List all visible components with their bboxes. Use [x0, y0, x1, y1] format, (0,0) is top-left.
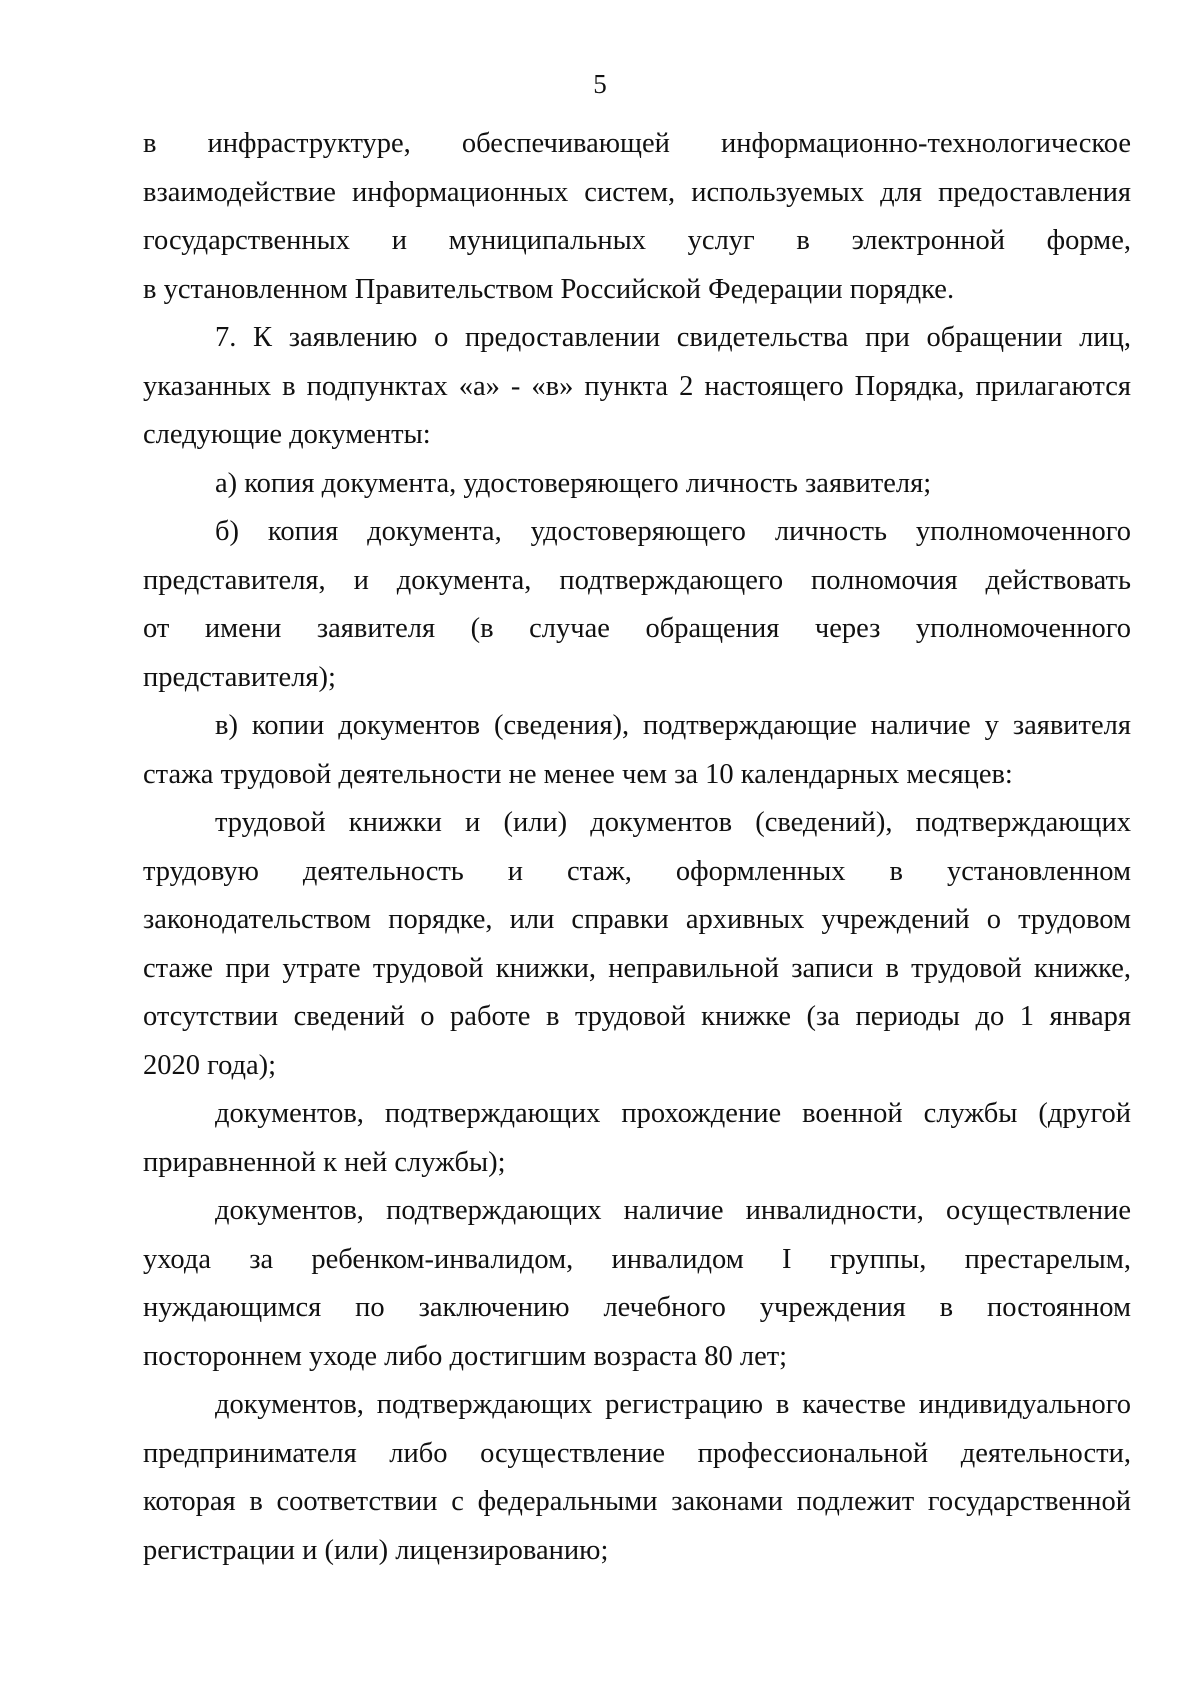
text-line: ухода за ребенком-инвалидом, инвалидом I группы, престарелым, — [143, 1243, 1131, 1275]
text-line: приравненной к ней службы); — [143, 1146, 506, 1178]
text-line: законодательством порядке, или справки архивных учреждений о трудовом — [143, 904, 1131, 935]
text-line: в установленном Правительством Российской Федерации порядке. — [143, 273, 955, 305]
text-line: представителя); — [143, 661, 336, 693]
text-line: регистрации и (или) лицензированию; — [143, 1534, 609, 1566]
paragraph-subitem-v — [143, 702, 1131, 799]
text-line: 7. К заявлению о предоставлении свидетельства при обращении лиц, — [215, 322, 1131, 353]
text-line: нуждающимся по заключению лечебного учреждения в постоянном — [143, 1292, 1131, 1323]
document-body — [143, 120, 1131, 1575]
paragraph-military-service — [143, 1090, 1131, 1187]
text-line: трудовой книжки и (или) документов (сведений), подтверждающих — [215, 807, 1131, 838]
text-line: которая в соответствии с федеральными законами подлежит государственной — [143, 1486, 1131, 1517]
text-line: документов, подтверждающих регистрацию в качестве индивидуального — [215, 1389, 1131, 1420]
text-line: предпринимателя либо осуществление профессиональной деятельности, — [143, 1437, 1131, 1469]
paragraph-infrastructure — [143, 120, 1131, 314]
text-line: взаимодействие информационных систем, используемых для предоставления — [143, 176, 1131, 208]
text-line: стажа трудовой деятельности не менее чем за 10 календарных месяцев: — [143, 758, 1013, 790]
text-line: представителя, и документа, подтверждающего полномочия действовать — [143, 564, 1131, 596]
text-line: 2020 года); — [143, 1049, 277, 1081]
paragraph-item-7 — [143, 314, 1131, 460]
text-line: документов, подтверждающих наличие инвалидности, осуществление — [215, 1195, 1131, 1226]
paragraph-entrepreneur-registration — [143, 1381, 1131, 1575]
text-line: следующие документы: — [143, 419, 431, 450]
text-line: отсутствии сведений о работе в трудовой книжке (за периоды до 1 января — [143, 1001, 1131, 1032]
text-line: постороннем уходе либо достигшим возраста 80 лет; — [143, 1340, 788, 1372]
text-line: а) копия документа, удостоверяющего личность заявителя; — [215, 467, 932, 499]
paragraph-employment-record — [143, 799, 1131, 1090]
text-line: от имени заявителя (в случае обращения через уполномоченного — [143, 613, 1131, 644]
paragraph-subitem-a — [143, 460, 1131, 509]
text-line: указанных в подпунктах «а» - «в» пункта 2 настоящего Порядка, прилагаются — [143, 370, 1131, 402]
text-line: документов, подтверждающих прохождение военной службы (другой — [215, 1098, 1131, 1129]
text-line: государственных и муниципальных услуг в электронной форме, — [143, 225, 1131, 256]
paragraph-disability-care — [143, 1187, 1131, 1381]
paragraph-subitem-b — [143, 508, 1131, 702]
page-number: 5 — [593, 69, 607, 99]
text-line: в) копии документов (сведения), подтверждающие наличие у заявителя — [215, 710, 1131, 741]
text-line: в инфраструктуре, обеспечивающей информационно-технологическое — [143, 128, 1131, 159]
text-line: б) копия документа, удостоверяющего личность уполномоченного — [215, 516, 1131, 547]
text-line: стаже при утрате трудовой книжки, неправильной записи в трудовой книжке, — [143, 952, 1131, 984]
text-line: трудовую деятельность и стаж, оформленных в установленном — [143, 855, 1131, 887]
